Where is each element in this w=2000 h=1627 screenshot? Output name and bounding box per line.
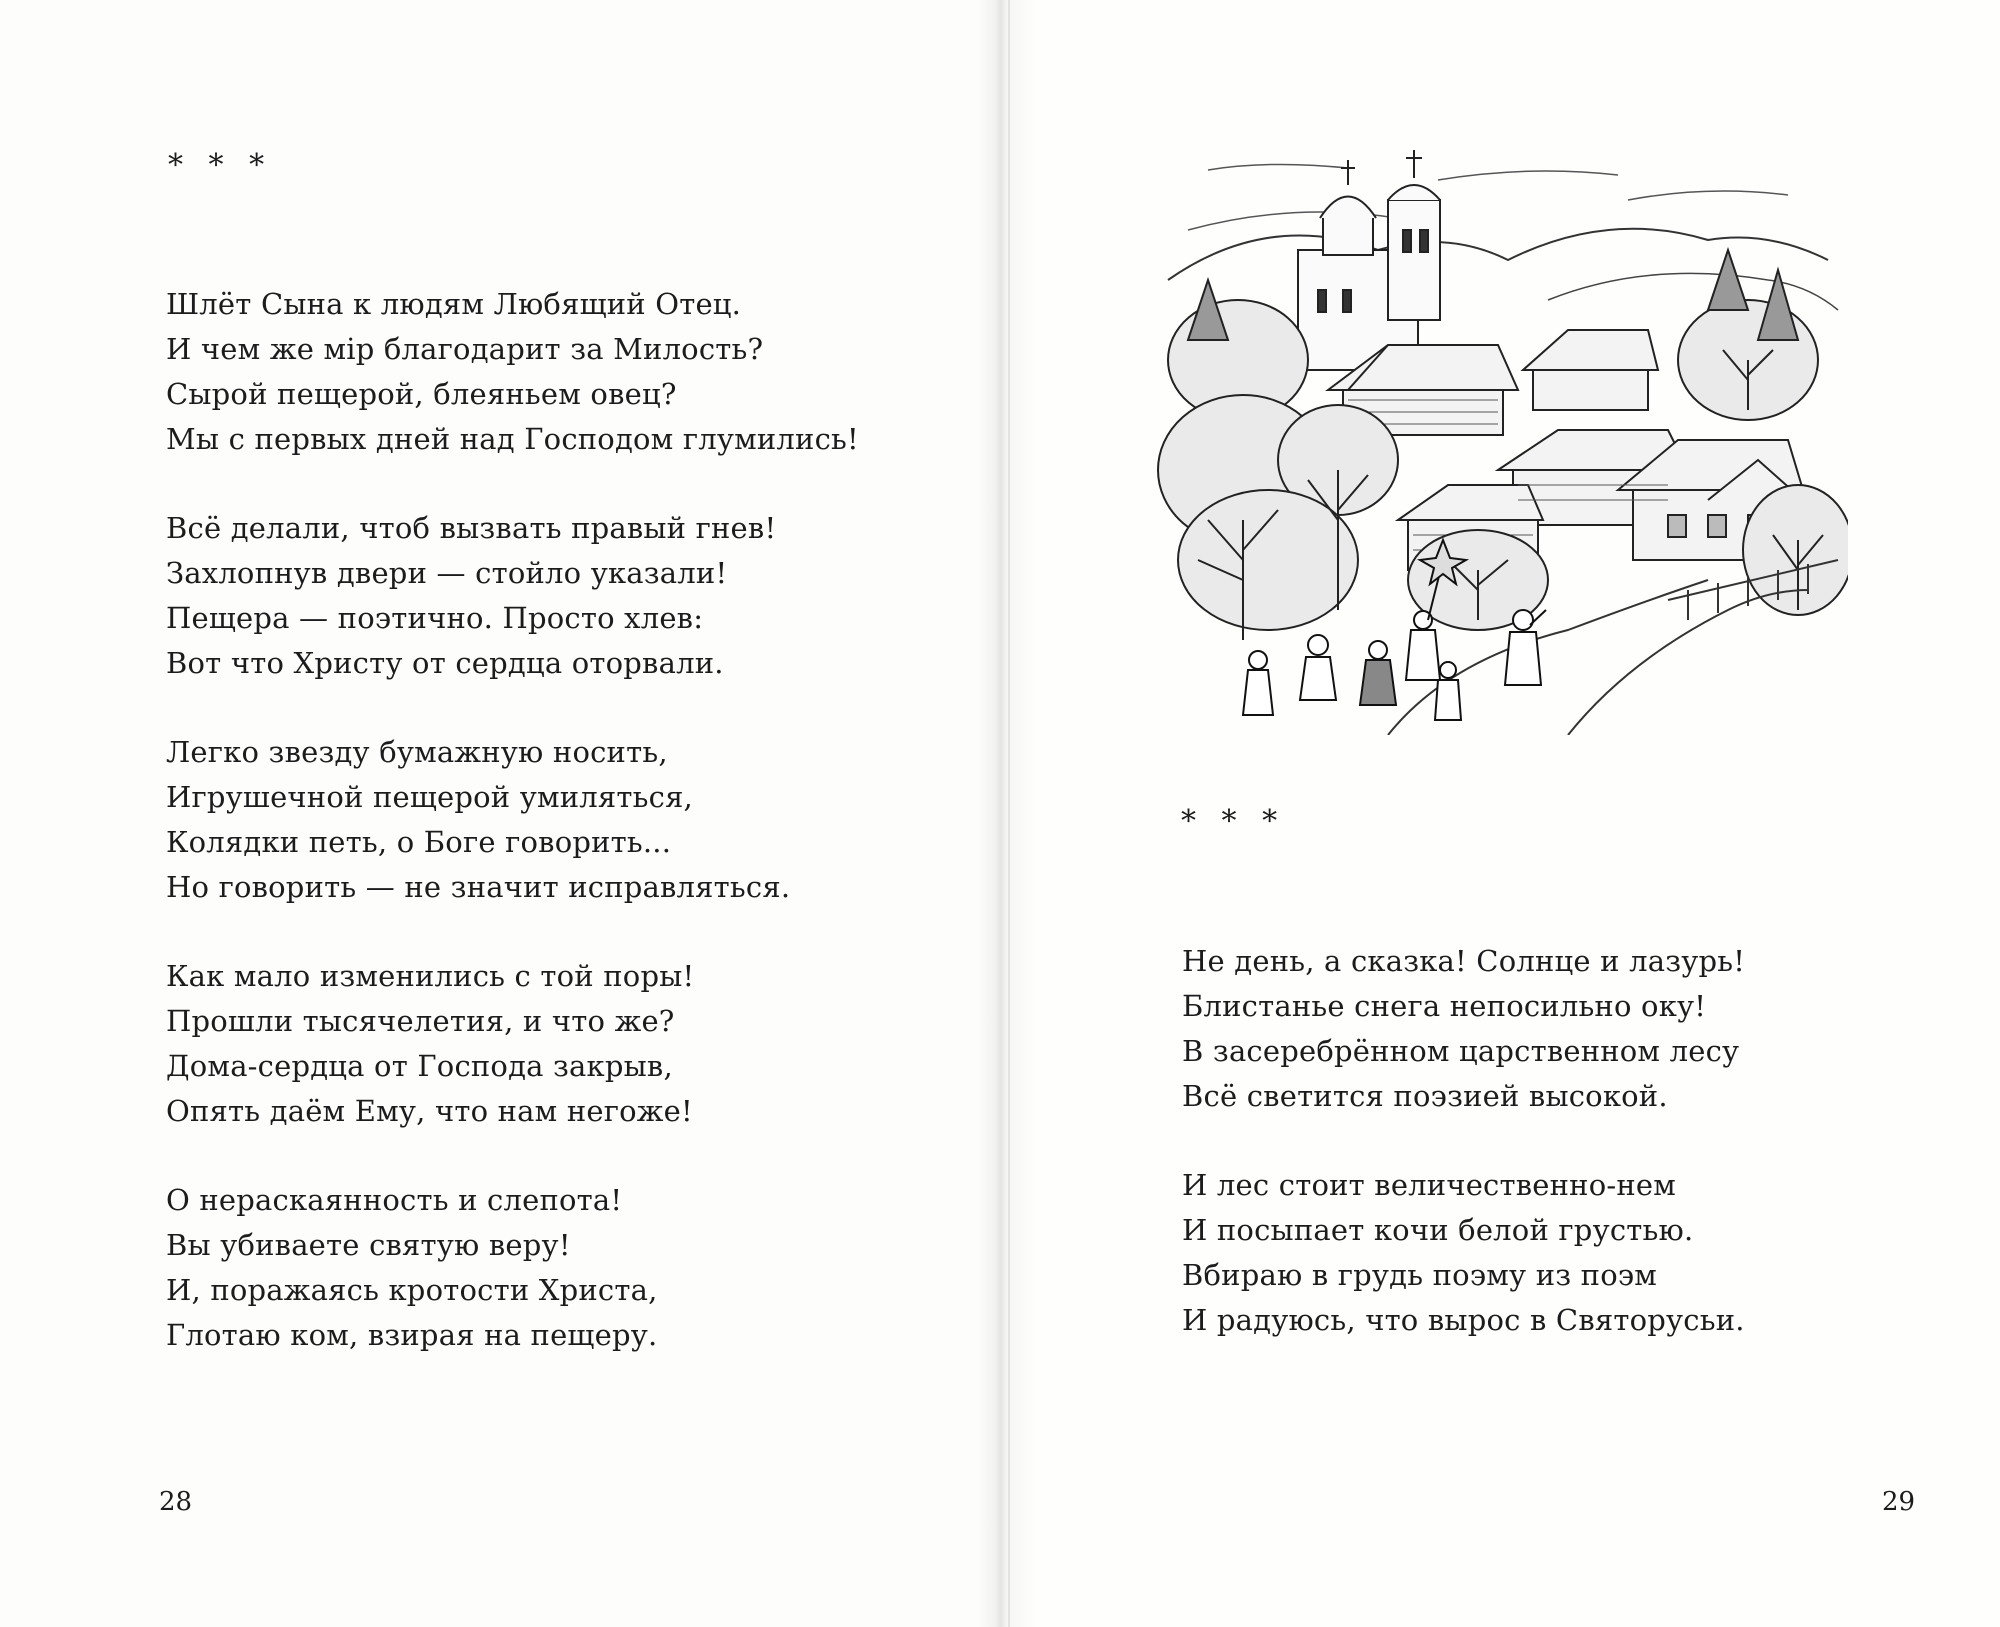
- poem-line: Вы убиваете святую веру!: [166, 1228, 571, 1262]
- poem-line: Пещера — поэтично. Просто хлев:: [166, 601, 704, 635]
- poem-line: Как мало изменились с той поры!: [166, 959, 695, 993]
- poem-line: Мы с первых дней над Господом глумились!: [166, 422, 859, 456]
- poem-line: Вот что Христу от сердца оторвали.: [166, 646, 724, 680]
- poem-line: Захлопнув двери — стойло указали!: [166, 556, 728, 590]
- left-stanza-3: [166, 730, 859, 910]
- poem-line: О нераскаянность и слепота!: [166, 1183, 623, 1217]
- poem-line: Дома-сердца от Господа закрыв,: [166, 1049, 673, 1083]
- poem-line: Колядки петь, о Боге говорить...: [166, 825, 672, 859]
- poem-line: И чем же мір благодарит за Милость?: [166, 332, 764, 366]
- poem-line: В засеребрённом царственном лесу: [1182, 1034, 1740, 1068]
- poem-line: Вбираю в грудь поэму из поэм: [1182, 1258, 1658, 1292]
- winter-village-illustration-icon: [1148, 140, 1848, 735]
- left-poem: [166, 282, 859, 1402]
- poem-line: Игрушечной пещерой умиляться,: [166, 780, 693, 814]
- left-stanza-2: [166, 506, 859, 686]
- poem-line: И, поражаясь кротости Христа,: [166, 1273, 658, 1307]
- book-spine-line: [1008, 0, 1010, 1627]
- right-stanza-1: [1182, 939, 1745, 1119]
- poem-line: Но говорить — не значит исправляться.: [166, 870, 791, 904]
- poem-line: И радуюсь, что вырос в Святорусьи.: [1182, 1303, 1745, 1337]
- page-number-right: 29: [1882, 1487, 1916, 1517]
- poem-line: Всё светится поэзией высокой.: [1182, 1079, 1668, 1113]
- page-number-left: 28: [159, 1487, 193, 1517]
- poem-line: Шлёт Сына к людям Любящий Отец.: [166, 287, 742, 321]
- right-poem-stars: * * *: [1181, 804, 1286, 839]
- left-stanza-1: [166, 282, 859, 462]
- poem-line: Не день, а сказка! Солнце и лазурь!: [1182, 944, 1746, 978]
- poem-line: Глотаю ком, взирая на пещеру.: [166, 1318, 658, 1352]
- poem-line: Опять даём Ему, что нам негоже!: [166, 1094, 693, 1128]
- poem-line: Легко звезду бумажную носить,: [166, 735, 668, 769]
- poem-line: Всё делали, чтоб вызвать правый гнев!: [166, 511, 777, 545]
- poem-line: Сырой пещерой, блеяньем овец?: [166, 377, 677, 411]
- poem-line: И посыпает кочи белой грустью.: [1182, 1213, 1694, 1247]
- left-poem-stars: * * *: [168, 148, 273, 183]
- left-stanza-4: [166, 954, 859, 1134]
- right-stanza-2: [1182, 1163, 1745, 1343]
- left-stanza-5: [166, 1178, 859, 1358]
- right-poem: [1182, 939, 1745, 1387]
- poem-line: Блистанье снега непосильно оку!: [1182, 989, 1707, 1023]
- poem-line: И лес стоит величественно-нем: [1182, 1168, 1676, 1202]
- poem-line: Прошли тысячелетия, и что же?: [166, 1004, 675, 1038]
